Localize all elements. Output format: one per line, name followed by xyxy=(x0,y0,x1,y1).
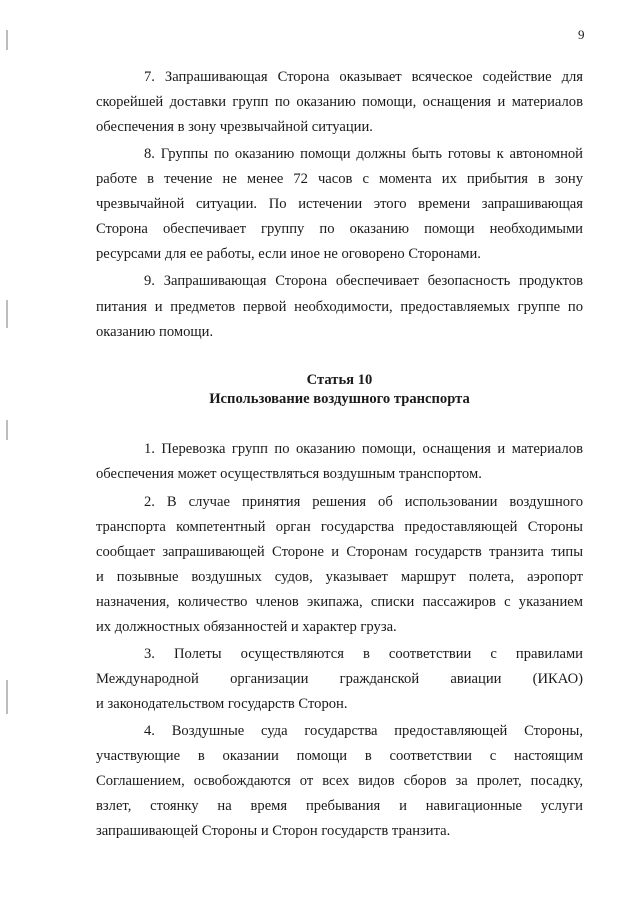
article-title: Статья 10 xyxy=(306,372,373,388)
paragraph-9-line: питания и предметов первой необходимости, предоставляемых группе по xyxy=(96,299,583,315)
article-10-paragraph-2-line: и позывные воздушных судов, указывает маршрут полета, аэропорт xyxy=(96,569,583,585)
paragraph-8-line: работе в течение не менее 72 часов с момента их прибытия в зону xyxy=(96,171,583,187)
article-10-paragraph-2-line: их должностных обязанностей и характер груза. xyxy=(96,619,397,635)
article-10-paragraph-4-line: 4. Воздушные суда государства предоставляющей Стороны, xyxy=(144,723,583,739)
scan-margin-mark xyxy=(6,30,8,50)
article-10-paragraph-2-line: назначения, количество членов экипажа, списки пассажиров с указанием xyxy=(96,594,583,610)
paragraph-8-line: 8. Группы по оказанию помощи должны быть готовы к автономной xyxy=(144,146,583,162)
article-10-paragraph-3-line: Международной организации гражданской авиации (ИКАО) xyxy=(96,671,583,687)
paragraph-8-line: чрезвычайной ситуации. По истечении этого времени запрашивающая xyxy=(96,196,583,212)
article-10-paragraph-1-line: 1. Перевозка групп по оказанию помощи, оснащения и материалов xyxy=(144,441,583,457)
scan-margin-mark xyxy=(6,420,8,440)
article-subtitle: Использование воздушного транспорта xyxy=(209,391,470,407)
article-10-paragraph-2-line: сообщает запрашивающей Стороне и Сторонам государств транзита типы xyxy=(96,544,583,560)
paragraph-7-line: скорейшей доставки групп по оказанию помощи, оснащения и материалов xyxy=(96,94,583,110)
page-number: 9 xyxy=(578,27,585,42)
article-10-paragraph-4-line: взлет, стоянку на время пребывания и навигационные услуги xyxy=(96,798,583,814)
article-10-paragraph-4-line: Соглашением, освобождаются от всех видов сборов за пролет, посадку, xyxy=(96,773,583,789)
article-10-paragraph-2-line: 2. В случае принятия решения об использовании воздушного xyxy=(144,494,583,510)
article-10-paragraph-1-line: обеспечения может осуществляться воздушным транспортом. xyxy=(96,466,482,482)
scan-margin-mark xyxy=(6,300,8,328)
paragraph-8-line: ресурсами для ее работы, если иное не оговорено Сторонами. xyxy=(96,246,481,262)
paragraph-8-line: Сторона обеспечивает группу по оказанию помощи необходимыми xyxy=(96,221,583,237)
article-10-paragraph-3-line: и законодательством государств Сторон. xyxy=(96,696,348,712)
article-10-paragraph-2-line: транспорта компетентный орган государства предоставляющей Стороны xyxy=(96,519,583,535)
article-10-paragraph-4-line: запрашивающей Стороны и Сторон государств транзита. xyxy=(96,823,451,839)
paragraph-9-line: 9. Запрашивающая Сторона обеспечивает безопасность продуктов xyxy=(144,273,583,289)
paragraph-7-line: 7. Запрашивающая Сторона оказывает всяческое содействие для xyxy=(144,69,583,85)
article-10-paragraph-3-line: 3. Полеты осуществляются в соответствии с правилами xyxy=(144,646,583,662)
scan-margin-mark xyxy=(6,680,8,714)
paragraph-7-line: обеспечения в зону чрезвычайной ситуации. xyxy=(96,119,373,135)
paragraph-9-line: оказанию помощи. xyxy=(96,324,214,340)
article-10-paragraph-4-line: участвующие в оказании помощи в соответствии с настоящим xyxy=(96,748,583,764)
